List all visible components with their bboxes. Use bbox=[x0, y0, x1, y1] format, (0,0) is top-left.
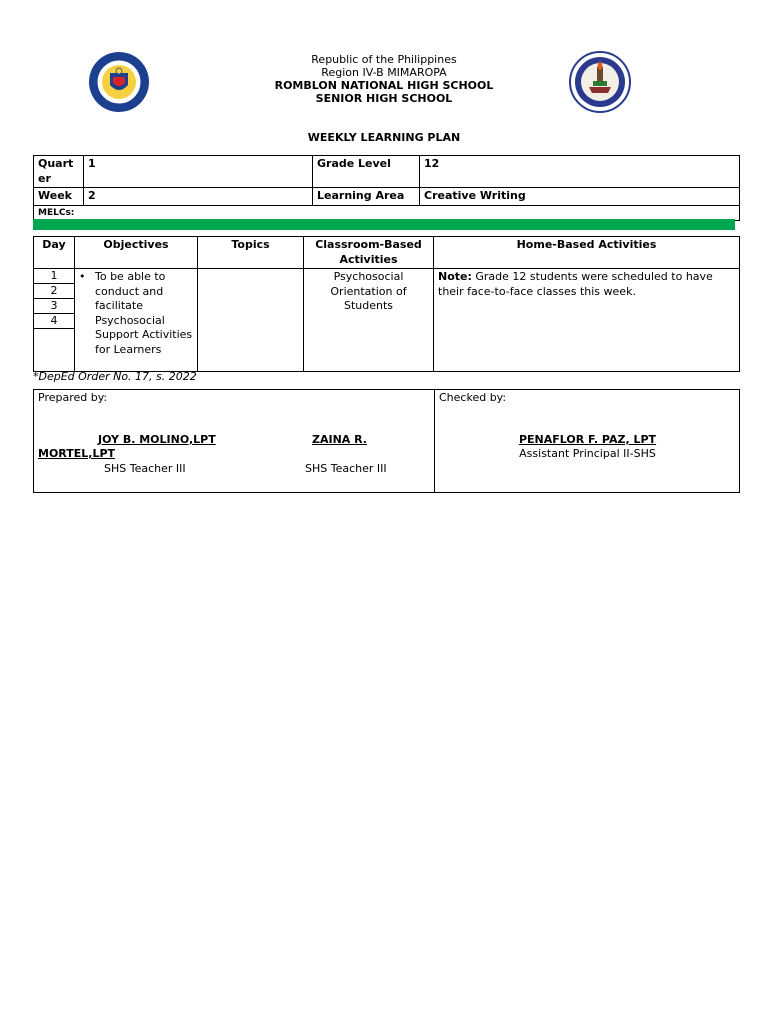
home-activities-cell bbox=[434, 269, 740, 372]
signature-table bbox=[33, 389, 740, 493]
prepared-by-label: Prepared by: bbox=[38, 391, 108, 404]
day-4: 4 bbox=[34, 314, 74, 329]
header-objectives: Objectives bbox=[75, 237, 198, 269]
day-1: 1 bbox=[34, 269, 74, 284]
note-text: Grade 12 students were scheduled to have their face-to-face classes this week. bbox=[438, 270, 713, 298]
bullet-icon: • bbox=[79, 270, 86, 283]
objectives-cell bbox=[75, 269, 198, 372]
header-home-activities: Home-Based Activities bbox=[434, 237, 740, 269]
quarter-value: 1 bbox=[84, 156, 313, 188]
melcs-label: MELCs: bbox=[34, 205, 740, 220]
header-republic: Republic of the Philippines bbox=[311, 53, 457, 66]
topics-cell bbox=[198, 269, 304, 372]
week-label: Week bbox=[34, 188, 84, 206]
note-label: Note: bbox=[438, 270, 472, 283]
header-topics: Topics bbox=[198, 237, 304, 269]
checked-by-label: Checked by: bbox=[439, 391, 507, 404]
teacher1-title: SHS Teacher III bbox=[104, 462, 186, 475]
week-value: 2 bbox=[84, 188, 313, 206]
day-cell bbox=[34, 269, 75, 372]
accent-bar bbox=[33, 219, 735, 230]
day-3: 3 bbox=[34, 299, 74, 314]
teacher1-name: JOY B. MOLINO,LPT bbox=[98, 433, 216, 446]
objective-text: To be able to conduct and facilitate Psychosocial Support Activities for Learners bbox=[95, 270, 193, 356]
activities-table bbox=[33, 236, 740, 372]
info-table bbox=[33, 155, 740, 221]
learning-area-label: Learning Area bbox=[313, 188, 420, 206]
teacher2-title: SHS Teacher III bbox=[305, 462, 387, 475]
footnote: *DepEd Order No. 17, s. 2022 bbox=[33, 370, 197, 383]
day-2: 2 bbox=[34, 284, 74, 299]
checked-by-cell bbox=[435, 390, 740, 493]
teacher2-name-continued: MORTEL,LPT bbox=[38, 447, 116, 460]
page-title: WEEKLY LEARNING PLAN bbox=[307, 131, 461, 144]
checker-name: PENAFLOR F. PAZ, LPT bbox=[518, 433, 657, 446]
teacher2-name: ZAINA R. bbox=[312, 433, 367, 446]
header-day: Day bbox=[34, 237, 75, 269]
header-school: ROMBLON NATIONAL HIGH SCHOOL bbox=[274, 79, 494, 92]
header-classroom-activities: Classroom-Based Activities bbox=[304, 237, 434, 269]
quarter-label: Quarter bbox=[34, 156, 84, 188]
prepared-by-cell bbox=[34, 390, 435, 493]
learning-area-value: Creative Writing bbox=[420, 188, 740, 206]
classroom-activities-cell: Psychosocial Orientation of Students bbox=[304, 269, 434, 372]
grade-level-value: 12 bbox=[420, 156, 740, 188]
header-region: Region IV-B MIMAROPA bbox=[321, 66, 447, 79]
grade-level-label: Grade Level bbox=[313, 156, 420, 188]
document-header bbox=[0, 53, 768, 105]
checker-title: Assistant Principal II-SHS bbox=[519, 447, 656, 460]
header-department: SENIOR HIGH SCHOOL bbox=[315, 92, 453, 105]
